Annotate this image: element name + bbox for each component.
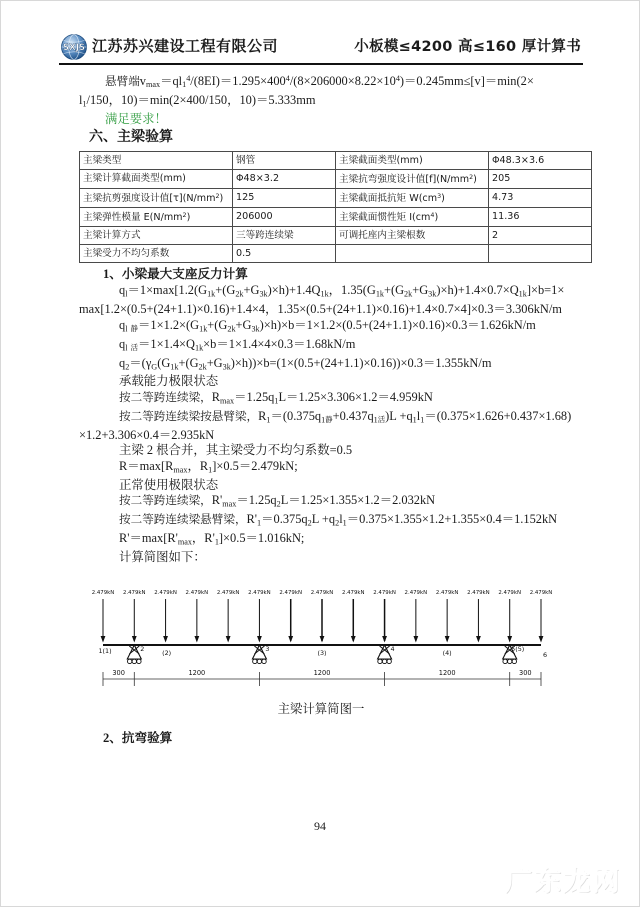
load-label: 2.479kN xyxy=(373,590,396,596)
load-arrow-head xyxy=(226,636,231,643)
load-label: 2.479kN xyxy=(185,590,209,596)
param-value: 0.5 xyxy=(233,245,336,263)
load-arrow-head xyxy=(194,636,199,643)
ultimate-limit-state-label: 承载能力极限状态 xyxy=(119,374,219,389)
table-body xyxy=(80,152,592,263)
next-section-block xyxy=(79,729,569,747)
document-content xyxy=(79,71,572,566)
table-row xyxy=(80,208,592,227)
table-row xyxy=(80,245,592,263)
pin-support xyxy=(252,645,266,664)
param-key: 主梁受力不均匀系数 xyxy=(80,245,233,263)
load-arrow-head xyxy=(163,636,168,643)
subsection-2-heading: 2、抗弯验算 xyxy=(103,731,173,745)
param-key: 主梁截面抵抗矩 $W(cm^3)$ xyxy=(336,189,489,208)
load-labels-group xyxy=(92,590,553,596)
load-label: 2.479kN xyxy=(498,590,522,596)
param-value: 三等跨连续梁 xyxy=(233,227,336,245)
page-number: 94 xyxy=(314,819,326,833)
node-label: 6 xyxy=(542,651,548,659)
dimension-label: 1200 xyxy=(188,669,206,677)
note-two-beams-combined: 主梁 2 根合并，其主梁受力不均匀系数=0.5 xyxy=(119,443,353,458)
param-key: 主梁类型 xyxy=(80,152,233,170)
table-row xyxy=(80,227,592,245)
node-label: (3) xyxy=(317,649,327,657)
load-arrow-head xyxy=(476,636,481,643)
watermark: 广东龙网 xyxy=(505,866,621,897)
formula-rprime-1: 按二等跨连续梁悬臂梁，$R'_1=0.375q_2L +q_2l_1=0.375\times 1.355\times 1.2+1.355\times 0.4=1.152kN$ xyxy=(119,512,558,528)
formula-q1-static: $q_l$ $_静=1\times 1.2\times(G_{1k}+(G_{2k}+G_{3k})\times h)\times b=1\times 1.2\times(0.5+(24+1.1)\times 0.16)\times 0.3=1.626kN/m$ xyxy=(119,317,536,334)
load-arrows-group xyxy=(101,599,544,643)
load-label: 2.479kN xyxy=(279,590,303,596)
table-row xyxy=(80,152,592,170)
load-arrow-head xyxy=(132,636,137,643)
param-value: 4.73 xyxy=(489,189,592,208)
beam-diagram-figure xyxy=(79,553,563,733)
param-key: 主梁截面惯性矩 $I(cm^4)$ xyxy=(336,208,489,227)
load-arrow-head xyxy=(507,636,512,643)
header-divider xyxy=(59,63,583,65)
load-label: 2.479kN xyxy=(216,590,240,596)
load-label: 2.479kN xyxy=(91,590,115,596)
formula-rmax-continuous: 按二等跨连续梁，$R_{max}=1.25q_1L=1.25\times 3.306\times 1.2=4.959kN$ xyxy=(119,390,433,406)
figure-caption: 主梁计算简图一 xyxy=(277,701,365,716)
pin-support xyxy=(378,645,392,664)
param-value: 2 xyxy=(489,227,592,245)
main-beam-parameters-table xyxy=(79,151,592,263)
dimension-label: 300 xyxy=(519,669,532,677)
load-label: 2.479kN xyxy=(310,590,334,596)
load-arrow-head xyxy=(413,636,418,643)
load-label: 2.479kN xyxy=(404,590,428,596)
formula-q1-line-1: $q_l=1\times\max[1.2(G_{1k}+(G_{2k}+G_{3k})\times h)+1.4Q_{1k}$，$1.35(G_{1k}+(G_{2k}+G_{3k})\times h)+1.4\times 0.7\times Q_{1k}]\times b=1\times$ xyxy=(119,283,565,299)
document-title: 小板模≤4200 高≤160 厚计算书 xyxy=(354,39,581,55)
load-label: 2.479kN xyxy=(529,590,553,596)
formula-rprime-result: $R'=\max[R'_{max}$，$R'_1]\times 0.5=1.016kN$; xyxy=(119,531,305,547)
dimension-labels-group xyxy=(112,669,531,677)
param-value: 206000 xyxy=(233,208,336,227)
load-label: 2.479kN xyxy=(435,590,459,596)
param-key: 可调托座内主梁根数 xyxy=(336,227,489,245)
beam-diagram-svg xyxy=(79,553,563,698)
load-label: 2.479kN xyxy=(154,590,177,596)
param-key: 主梁计算截面类型(mm) xyxy=(80,170,233,189)
serviceability-limit-state-label: 正常使用极限状态 xyxy=(119,477,219,492)
load-arrow-head xyxy=(445,636,450,643)
company-name: 江苏苏兴建设工程有限公司 xyxy=(92,37,279,55)
param-value: Φ48.3×3.6 xyxy=(489,152,592,170)
node-label: 2 xyxy=(140,645,145,653)
param-key: 主梁弹性模量 $E(N/mm^2)$ xyxy=(80,208,233,227)
node-label: 3 xyxy=(265,645,270,653)
dimension-label: 1200 xyxy=(313,669,331,677)
page-header xyxy=(59,31,583,65)
section-heading-main-beam: 六、主梁验算 xyxy=(89,129,173,146)
load-label: 2.479kN xyxy=(341,590,365,596)
load-arrow-head xyxy=(351,636,356,643)
formula-line-cantilever-1: 悬臂端$v_{max}=ql_1^4/(8EI)=1.295\times 400^4/(8\times 206000\times 8.22\times 10^4)=0.245mm\le[v]=\min(2\times$ xyxy=(105,73,534,90)
param-value: 125 xyxy=(233,189,336,208)
formula-r1-cantilever: 按二等跨连续梁按悬臂梁，$R_1=(0.375q_{1静}+0.437q_{1活})L +q_1l_1=(0.375\times 1.626+0.437\times 1.68)$ xyxy=(119,408,572,425)
param-key: 主梁抗弯强度设计值$[f](N/mm^2)$ xyxy=(336,170,489,189)
param-value: 钢管 xyxy=(233,152,336,170)
param-key: 主梁截面类型(mm) xyxy=(336,152,489,170)
satisfies-requirement-note: 满足要求！ xyxy=(105,111,167,126)
load-arrow-head xyxy=(101,636,106,643)
dimension-label: 1200 xyxy=(438,669,456,677)
load-label: 2.479kN xyxy=(467,590,490,596)
param-key xyxy=(336,245,489,263)
node-label: 1(1) xyxy=(98,647,112,655)
node-label: 4 xyxy=(390,645,395,653)
formula-rprime-max: 按二等跨连续梁，$R'_{max}=1.25q_2L=1.25\times 1.355\times 1.2=2.032kN$ xyxy=(119,493,436,509)
formula-q1-live: $q_l$ $_活=1\times 1.4\times Q_{1k}\times b=1\times 1.4\times 4\times 0.3=1.68kN/m$ xyxy=(119,336,356,352)
pin-support xyxy=(127,645,141,664)
formula-q2: $q_2=(\gamma_G(G_{1k}+(G_{2k}+G_{3k})\times h))\times b=(1\times(0.5+(24+1.1)\times 0.16))\times 0.3=1.355kN/m$ xyxy=(119,355,492,371)
formula-line-cantilever-2: $l_1/150$，10)＝min(2×400/150，10)＝5.333mm xyxy=(79,92,316,109)
load-arrow-head xyxy=(539,636,544,643)
load-arrow-head xyxy=(288,636,293,643)
param-key: 主梁计算方式 xyxy=(80,227,233,245)
param-value xyxy=(489,245,592,263)
formula-r1-cantilever-cont: ×1.2+3.306×0.4＝2.935kN xyxy=(79,427,215,442)
formula-q1-line-2: max[1.2×(0.5+(24+1.1)×0.16)+1.4×4，1.35×(0.5+(24+1.1)×0.16)+1.4×0.7×4]×0.3＝3.306kN/m xyxy=(79,302,562,317)
param-value: 205 xyxy=(489,170,592,189)
load-arrow-head xyxy=(257,636,262,643)
param-value: Φ48×3.2 xyxy=(233,170,336,189)
table-row xyxy=(80,170,592,189)
load-arrow-head xyxy=(382,636,387,643)
load-label: 2.479kN xyxy=(248,590,271,596)
param-value: 11.36 xyxy=(489,208,592,227)
figure-intro-text: 计算简图如下： xyxy=(119,550,206,565)
param-key: 主梁抗剪强度设计值$[\tau](N/mm^2)$ xyxy=(80,189,233,208)
formula-r-result: $R=\max[R_{max}$，$R_1]\times 0.5=2.479kN$; xyxy=(119,458,298,475)
load-label: 2.479kN xyxy=(122,590,146,596)
subsection-1-heading: 1、小梁最大支座反力计算 xyxy=(103,267,248,282)
load-arrow-head xyxy=(320,636,325,643)
table-row xyxy=(80,189,592,208)
logo-text: SXJS xyxy=(62,43,86,54)
node-label: 5(5) xyxy=(511,645,525,653)
node-label: (2) xyxy=(162,649,172,657)
node-label: (4) xyxy=(442,649,452,657)
company-logo-globe-icon xyxy=(59,33,89,61)
node-labels-group xyxy=(98,645,547,659)
dimension-label: 300 xyxy=(112,669,125,677)
